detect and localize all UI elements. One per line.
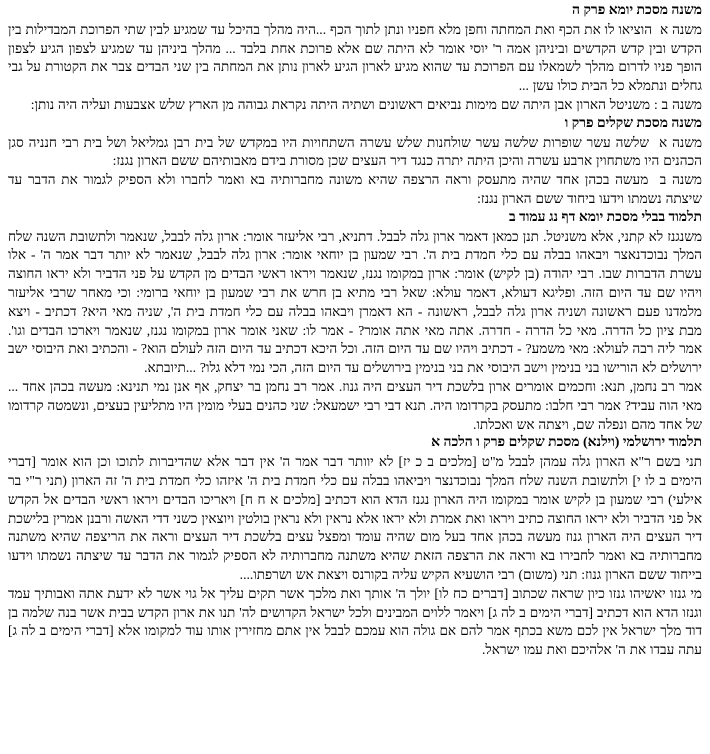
paragraph: משנה א הוציאו לו את הכף ואת המחתה וחפן מלא חפניו ונתן לתוך הכף ...היה מהלך בהיכל עד שמגיע לבין שתי הפרוכת המבדילות בין הקדש ובין קדש הקדשים וביניהן אמה ר' יוסי אומר לא היתה שם אלא פרוכת אחת בלבד ... מהלך ביניהן עד שמגיע לצפון הגיע לצפון הופך פניו לדרום מהלך לשמאלו עם הפרוכת עד שהוא מגיע לארון הגיע לארון נותן את המחתה בין שני הבדים צבר את הקטורת על גבי גחלים ונתמלא כל הבית כולו עשן ... <box>8 21 702 94</box>
paragraph: תני בשם ר"א הארון גלה עמהן לבבל מ"ט [מלכים ב כ יז] לא יוותר דבר אמר ה' אין דבר אלא שהדיברות לתוכו וכן הוא אומר [דברי הימים ב לו י] ולתשובת השנה שלח המלך נבוכדנצר ויביאהו בבלה עם כלי חמדת בית ה' איזהו כלי חמדת בית ה' זה הארון (תני ר"י בר אילעי) רבי שמעון בן לקיש אומר במקומו היה הארון נגנז הדא הוא דכתיב [מלכים א ח ח] ויאריכו הבדים ויראו ראשי הבדים אל הקדש אל פני הדביר ולא יראו החוצה כתיב ויראו ואת אמרת ולא יראו אלא נראין ולא נראין בולטין ויוצאין כשני דדי האשה ורבנן אמרין בלישכת דיר העצים היה הארון גנוז מעשה בכהן אחד בעל מום שהיה עומד ומפצל עצים בלשכת דיר העצים וראה את הריצפה שהיא משתנה מחברותיה בא ואמר לחבירו בא וראה את הרצפה הזאת שהיא משתנה מחברותיה לא הספיק לגמור את הדבר עד שיצתה נשמתו וידעו בייחוד ששם הארון גנוז: תני (משום) רבי הושעיא הקיש עליה בקורנס ויצאת אש ושרפתו.... <box>8 454 702 582</box>
paragraph: משנגנז לא קתני, אלא משניטל. תנן כמאן דאמר ארון גלה לבבל. דתניא, רבי אליעזר אומר: ארון גלה לבבל, שנאמר ולתשובת השנה שלח המלך נבוכדנאצר ויבאהו בבלה עם כלי חמדת בית ה'. רבי שמעון בן יוחאי אומר: ארון גלה לבבל, שנאמר לא יותר דבר אמר ה' - אלו עשרת הדברות שבו. רבי יהודה (בן לקיש) אומר: ארון במקומו נגנז, שנאמר ויראו ראשי הבדים מן הקדש על פני הדביר ולא יראו החוצה ויהיו שם עד היום הזה. ופליגא דעולא, דאמר עולא: שאל רבי מתיא בן חרש את רבי שמעון בן יוחאי ברומי: וכי מאחר שרבי אליעזר מלמדנו פעם ראשונה ושניה ארון גלה לבבל, ראשונה - הא דאמרן ויבאהו בבלה עם כלי חמדת בית ה', שניה מאי היא? דכתיב - ויצא מבת ציון כל הדרה. מאי כל הדרה - חדרה. אתה מאי אתה אומר? - אמר לו: שאני אומר ארון במקומו נגנז, שנאמר ויארכו הבדים וגו'. אמר ליה רבה לעולא: מאי משמע? - דכתיב ויהיו שם עד היום הזה. וכל היכא דכתיב עד היום הזה לעולם הוא? - והכתיב ואת היבוסי ישב ירושלים לא הורישו בני בנימין וישב היבוסי את בני בנימין בירושלים עד היום הזה, הכי נמי דלא גלו? ...תיובתא. <box>8 228 702 376</box>
section-title: משנה מסכת יומא פרק ה <box>571 3 702 18</box>
paragraph: משנה א שלשה עשר שופרות שלשה עשר שולחנות שלש עשרה השתחויות היו במקדש של בית רבן גמליאל ושל בית רבי חנניה סגן הכהנים היו משתחוין ארבע עשרה והיכן היתה יתרה כנגד דיר העצים שכן מסורת בידם מאבותיהם ששם הארון נגנז: <box>8 134 702 169</box>
section-talmud-bavli-yoma <box>8 209 702 435</box>
section-title: תלמוד ירושלמי (וילנא) מסכת שקלים פרק ו הלכה א <box>431 435 702 451</box>
section-talmud-yerushalmi-shekalim <box>8 434 702 660</box>
paragraph: אמר רב נחמן, תנא: וחכמים אומרים ארון בלשכת דיר העצים היה גנוז. אמר רב נחמן בר יצחק, אף אנן נמי תנינא: מעשה בכהן אחד ... מאי הוה עביד? אמר רבי חלבו: מתעסק בקרדומו היה. תנא דבי רבי ישמעאל: שני כהנים בעלי מומין היו מתליעין בעצים, ונשמטה קרדומו של אחד מהם ונפלה שם, ויצתה אש ואכלתו. <box>8 378 702 432</box>
paragraph: משנה ב : משניטל הארון אבן היתה שם מימות נביאים ראשונים ושתיה היתה נקראת גבוהה מן הארץ שלש אצבעות ועליה היה נותן: <box>30 96 702 112</box>
section-mishnah-shekalim <box>8 115 702 209</box>
section-title: משנה מסכת שקלים פרק ו <box>564 115 702 131</box>
paragraph: מי גנזו יאשיהו גנזו כיון שראה שכתוב [דברים כח לו] יולך ה' אותך ואת מלכך אשר תקים עליך אל גוי אשר לא ידעת אתה ואבותיך עמד וגנזו הדא הוא דכתיב [דברי הימים ב לה ג] ויאמר ללוים המבינים ולכל ישראל הקדושים לה' תנו את ארון הקדש בבית אשר בנה שלמה בן דוד מלך ישראל אין לכם משא בכתף אמר להם אם גולה הוא עמכם לבבל אין אתם מחזירין אותו עוד למקומו אלא [דברי הימים ב לה ג] עתה עבדו את ה' אלהיכם ואת עמו ישראל. <box>8 585 702 658</box>
paragraph: משנה ב מעשה בכהן אחד שהיה מתעסק וראה הרצפה שהיא משונה מחברותיה בא ואמר לחברו ולא הספיק לגמור את הדבר עד שיצתה נשמתו וידעו ביחוד ששם הארון נגנז: <box>8 172 702 206</box>
section-title: תלמוד בבלי מסכת יומא דף נג עמוד ב <box>508 209 702 225</box>
section-mishnah-yoma <box>8 2 702 115</box>
